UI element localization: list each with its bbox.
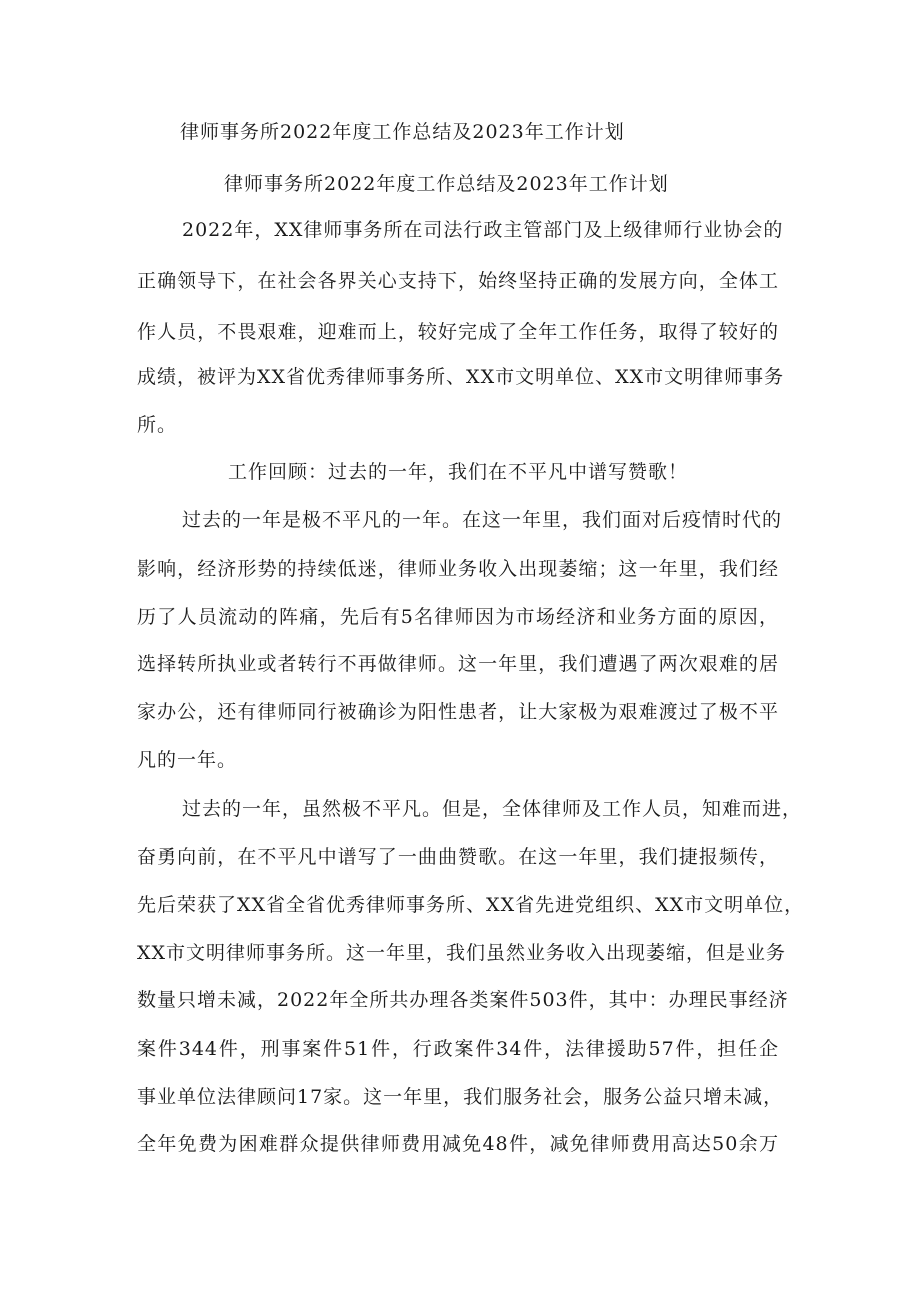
- paragraph-line: 作人员，不畏艰难，迎难而上，较好完成了全年工作任务，取得了较好的: [137, 321, 779, 343]
- document-title: 律师事务所2022年度工作总结及2023年工作计划: [224, 173, 669, 195]
- paragraph-line: 选择转所执业或者转行不再做律师。这一年里，我们遭遇了两次艰难的居: [137, 653, 779, 675]
- paragraph-line: 正确领导下，在社会各界关心支持下，始终坚持正确的发展方向，全体工: [137, 270, 779, 292]
- paragraph-line: 数量只增未减，2022年全所共办理各类案件503件，其中：办理民事经济: [137, 989, 789, 1011]
- paragraph-line: 全年免费为困难群众提供律师费用减免48件，减免律师费用高达50余万: [137, 1133, 779, 1155]
- paragraph-line: 过去的一年是极不平凡的一年。在这一年里，我们面对后疫情时代的: [182, 509, 783, 531]
- paragraph-line: 先后荣获了XX省全省优秀律师事务所、XX省先进党组织、XX市文明单位，: [137, 894, 805, 916]
- paragraph-line: 家办公，还有律师同行被确诊为阳性患者，让大家极为艰难渡过了极不平: [137, 701, 779, 723]
- paragraph-line: 历了人员流动的阵痛，先后有5名律师因为市场经济和业务方面的原因，: [137, 606, 779, 628]
- header-title: 律师事务所2022年度工作总结及2023年工作计划: [180, 121, 625, 143]
- section-heading: 工作回顾：过去的一年，我们在不平凡中谱写赞歌！: [228, 461, 689, 483]
- paragraph-line: 凡的一年。: [137, 749, 238, 771]
- paragraph-line: 2022年，XX律师事务所在司法行政主管部门及上级律师行业协会的: [182, 219, 784, 241]
- paragraph-line: XX市文明律师事务所。这一年里，我们虽然业务收入出现萎缩，但是业务: [137, 942, 787, 964]
- paragraph-line: 奋勇向前，在不平凡中谱写了一曲曲赞歌。在这一年里，我们捷报频传，: [137, 846, 779, 868]
- paragraph-line: 事业单位法律顾问17家。这一年里，我们服务社会，服务公益只增未减，: [137, 1086, 784, 1108]
- paragraph-line: 影响，经济形势的持续低迷，律师业务收入出现萎缩；这一年里，我们经: [137, 558, 779, 580]
- paragraph-line: 过去的一年，虽然极不平凡。但是，全体律师及工作人员，知难而进，: [182, 798, 803, 820]
- paragraph-line: 所。: [137, 414, 178, 436]
- paragraph-line: 成绩，被评为XX省优秀律师事务所、XX市文明单位、XX市文明律师事务: [137, 366, 785, 388]
- paragraph-line: 案件344件，刑事案件51件，行政案件34件，法律援助57件，担任企: [137, 1038, 779, 1060]
